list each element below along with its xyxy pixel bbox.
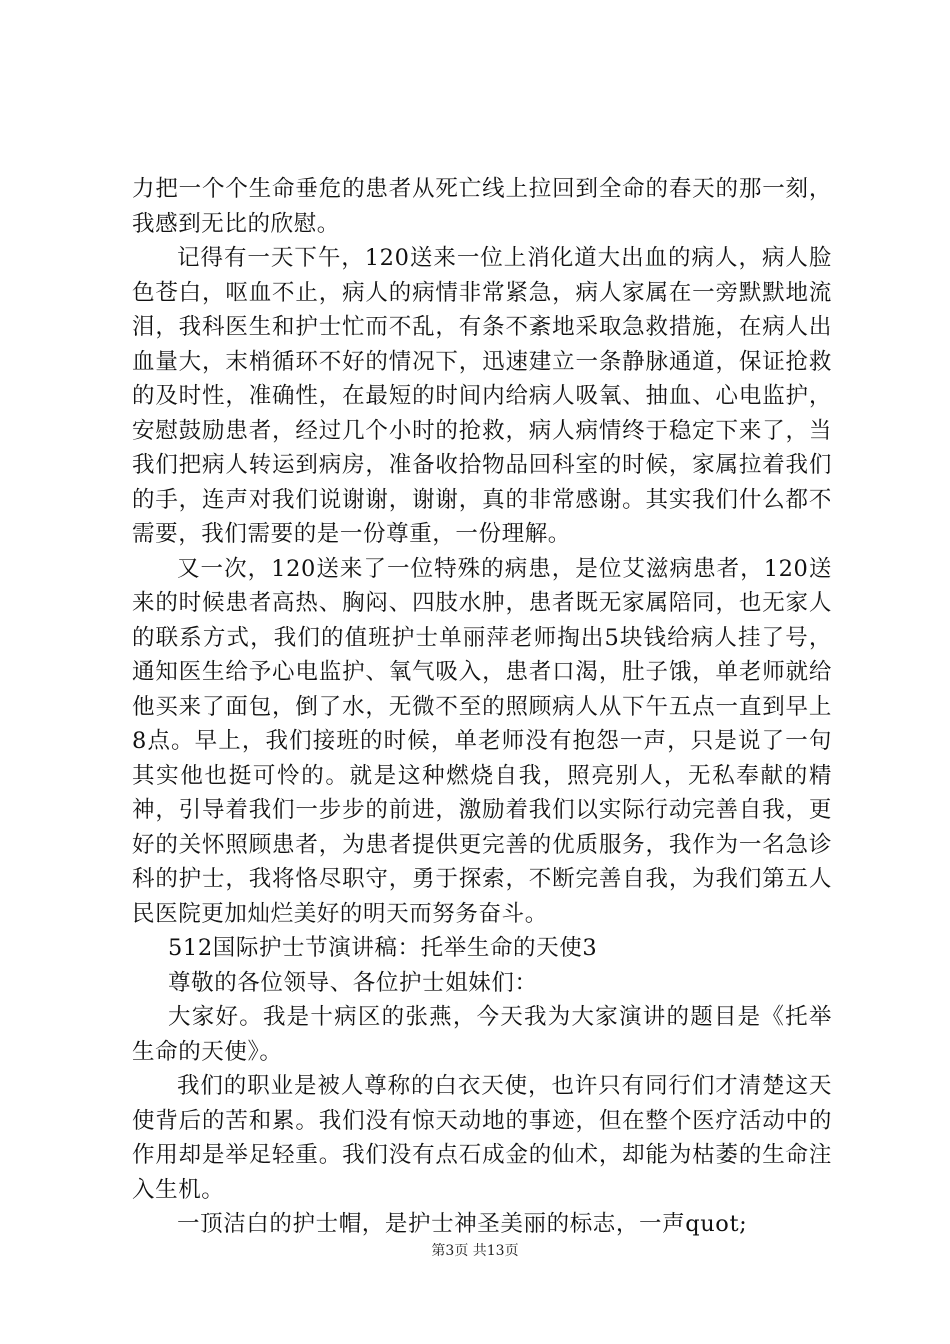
- salutation: 尊敬的各位领导、各位护士姐妹们：: [168, 969, 538, 996]
- paragraph-3: 又一次，120送来了一位特殊的病患，是位艾滋病患者，120送来的时候患者高热、胸闷、四肢水肿，患者既无家属陪同，也无家人的联系方式，我们的值班护士单丽萍老师掏出5块钱给病人挂了号，通知医生给予心电监护、氧气吸入，患者口渴，肚子饿，单老师就给他买来了面包，倒了水，无微不至的照顾病人从下午五点一直到早上8点。早上，我们接班的时候，单老师没有抱怨一声，只是说了一句其实他也挺可怜的。就是这种燃烧自我，照亮别人，无私奉献的精神，引导着我们一步步的前进，激励着我们以实际行动完善自我，更好的关怀照顾患者，为患者提供更完善的优质服务，我作为一名急诊科的护士，我将恪尽职守，勇于探索，不断完善自我，为我们第五人民医院更加灿烂美好的明天而努务奋斗。: [132, 555, 832, 927]
- paragraph-2: 记得有一天下午，120送来一位上消化道大出血的病人，病人脸色苍白，呕血不止，病人的病情非常紧急，病人家属在一旁默默地流泪，我科医生和护士忙而不乱，有条不紊地采取急救措施，在病人出血量大，末梢循环不好的情况下，迅速建立一条静脉通道，保证抢救的及时性，准确性，在最短的时间内给病人吸氧、抽血、心电监护，安慰鼓励患者，经过几个小时的抢救，病人病情终于稳定下来了，当我们把病人转运到病房，准备收拾物品回科室的时候，家属拉着我们的手，连声对我们说谢谢，谢谢，真的非常感谢。其实我们什么都不需要，我们需要的是一份尊重，一份理解。: [132, 245, 832, 547]
- paragraph-greeting: 大家好。我是十病区的张燕，今天我为大家演讲的题目是《托举生命的天使》。: [132, 1004, 832, 1065]
- speech-title: 512国际护士节演讲稿：托举生命的天使3: [168, 935, 598, 961]
- paragraph-profession: 我们的职业是被人尊称的白衣天使，也许只有同行们才清楚这天使背后的苦和累。我们没有惊天动地的事迹，但在整个医疗活动中的作用却是举足轻重。我们没有点石成金的仙术，却能为枯萎的生命注入生机。: [132, 1073, 832, 1203]
- document-body: [132, 172, 832, 1242]
- paragraph-nurse-cap: 一顶洁白的护士帽，是护士神圣美丽的标志，一声quot;: [177, 1211, 748, 1237]
- page-footer: 第3页 共13页: [431, 1243, 519, 1259]
- paragraph-1: 力把一个个生命垂危的患者从死亡线上拉回到全命的春天的那一刻，我感到无比的欣慰。: [132, 176, 832, 237]
